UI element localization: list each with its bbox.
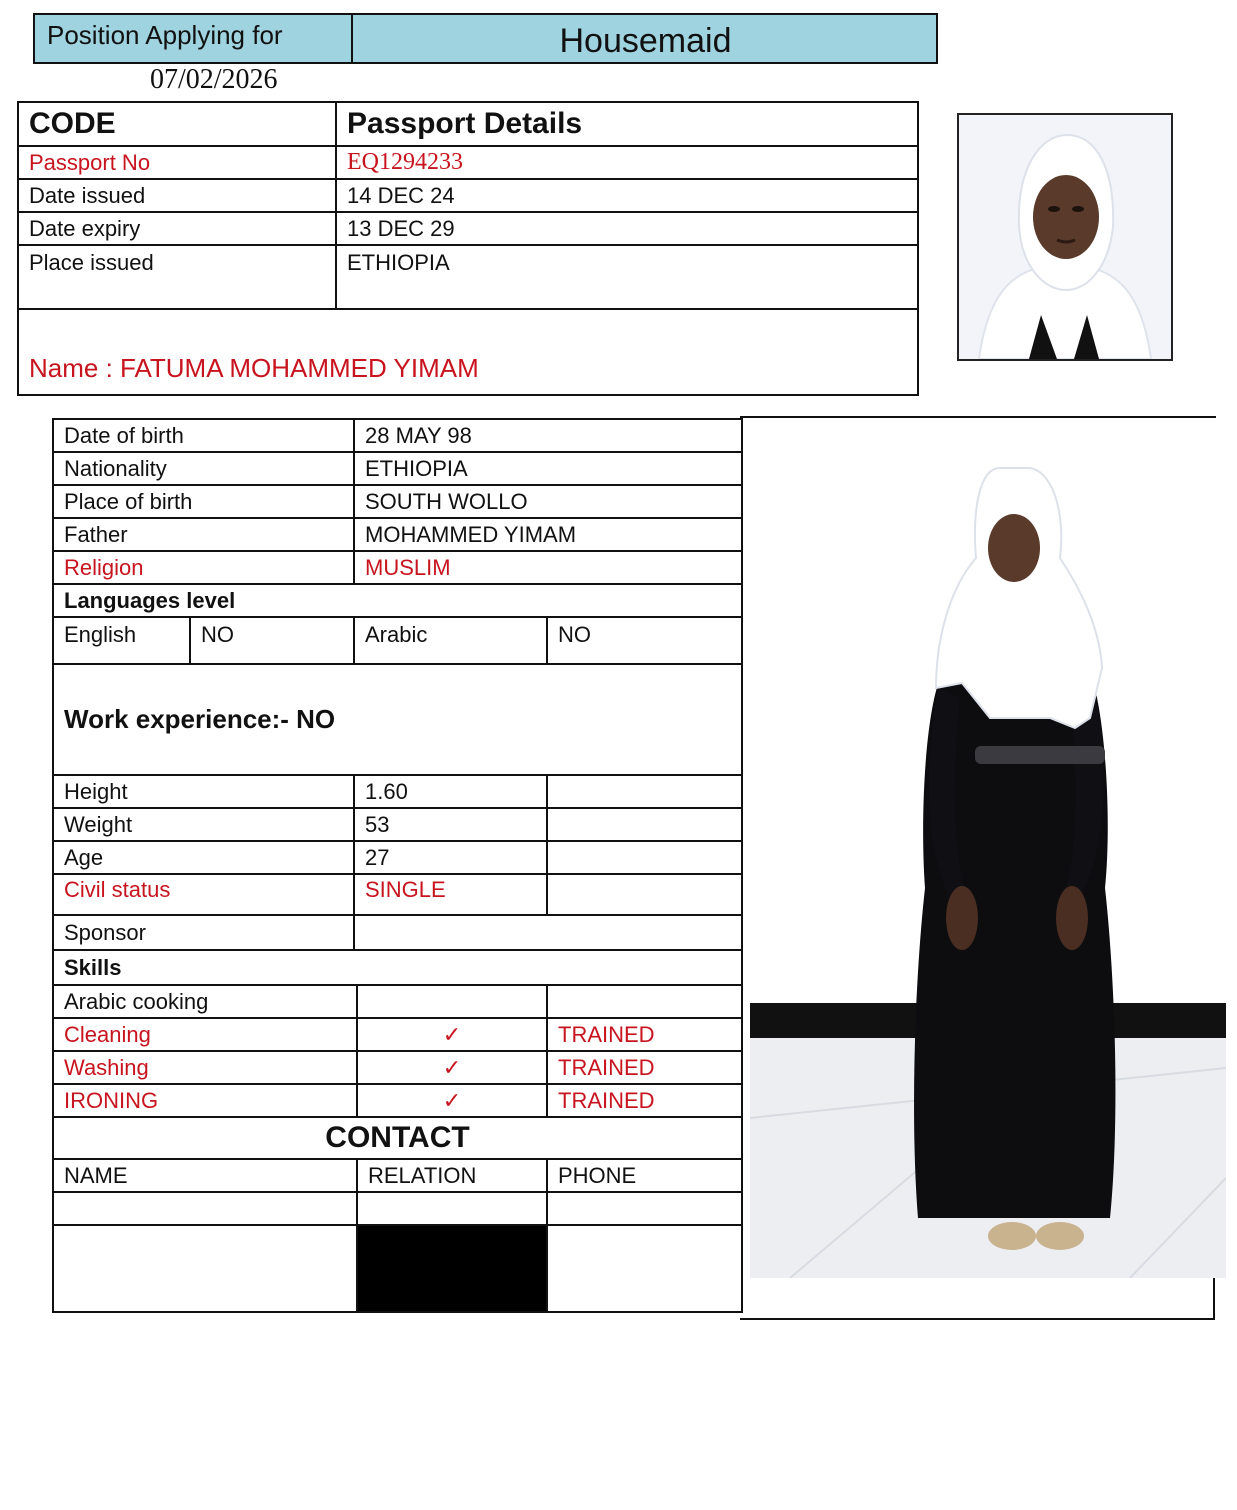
- contact-phone-cell: [547, 1225, 742, 1312]
- weight-value: 53: [354, 808, 547, 841]
- place-of-birth-value: SOUTH WOLLO: [354, 485, 742, 518]
- contact-title: CONTACT: [53, 1117, 742, 1159]
- personal-details-table: [52, 418, 743, 1313]
- skill-status: [547, 985, 742, 1018]
- skill-label: IRONING: [53, 1084, 357, 1117]
- age-label: Age: [53, 841, 354, 874]
- full-body-photo: [750, 418, 1226, 1278]
- empty-cell: [547, 808, 742, 841]
- date-issued-value: 14 DEC 24: [336, 179, 918, 212]
- date-expiry-value: 13 DEC 29: [336, 212, 918, 245]
- languages-title: Languages level: [53, 584, 742, 617]
- applicant-name: Name : FATUMA MOHAMMED YIMAM: [18, 309, 918, 395]
- place-issued-value: ETHIOPIA: [336, 245, 918, 309]
- arabic-label: Arabic: [354, 617, 547, 664]
- skills-title: Skills: [53, 950, 742, 985]
- frame-line: [1213, 1278, 1215, 1320]
- civil-status-value: SINGLE: [354, 874, 547, 915]
- empty-cell: [547, 874, 742, 915]
- skill-label: Cleaning: [53, 1018, 357, 1051]
- passport-no-value: EQ1294233: [336, 146, 918, 179]
- position-value: Housemaid: [559, 22, 732, 60]
- contact-name-cell: [53, 1192, 357, 1225]
- redacted-block: [357, 1225, 547, 1312]
- religion-label: Religion: [53, 551, 354, 584]
- contact-phone-cell: [547, 1192, 742, 1225]
- empty-cell: [547, 841, 742, 874]
- work-experience: Work experience:- NO: [53, 664, 742, 775]
- nationality-value: ETHIOPIA: [354, 452, 742, 485]
- passport-title: Passport Details: [336, 102, 918, 146]
- contact-header-relation: RELATION: [357, 1159, 547, 1192]
- father-value: MOHAMMED YIMAM: [354, 518, 742, 551]
- place-of-birth-label: Place of birth: [53, 485, 354, 518]
- skill-label: Washing: [53, 1051, 357, 1084]
- skill-status: TRAINED: [547, 1018, 742, 1051]
- frame-line: [740, 1318, 1215, 1320]
- contact-header-phone: PHONE: [547, 1159, 742, 1192]
- form-date: 07/02/2026: [150, 64, 278, 95]
- english-value: NO: [190, 617, 354, 664]
- contact-relation-cell: [357, 1192, 547, 1225]
- place-issued-label: Place issued: [18, 245, 336, 309]
- passport-no-label: Passport No: [18, 146, 336, 179]
- headshot-photo: [957, 113, 1173, 361]
- check-icon: ✓: [357, 1018, 547, 1051]
- date-issued-label: Date issued: [18, 179, 336, 212]
- height-value: 1.60: [354, 775, 547, 808]
- passport-table: [17, 101, 919, 396]
- sponsor-label: Sponsor: [53, 915, 354, 950]
- empty-cell: [547, 775, 742, 808]
- dob-label: Date of birth: [53, 419, 354, 452]
- father-label: Father: [53, 518, 354, 551]
- dob-value: 28 MAY 98: [354, 419, 742, 452]
- contact-header-name: NAME: [53, 1159, 357, 1192]
- arabic-value: NO: [547, 617, 742, 664]
- skill-label: Arabic cooking: [53, 985, 357, 1018]
- weight-label: Weight: [53, 808, 354, 841]
- contact-name-cell: [53, 1225, 357, 1312]
- skill-check: [357, 985, 547, 1018]
- english-label: English: [53, 617, 190, 664]
- position-label: Position Applying for: [35, 15, 353, 62]
- skill-status: TRAINED: [547, 1084, 742, 1117]
- religion-value: MUSLIM: [354, 551, 742, 584]
- civil-status-label: Civil status: [53, 874, 354, 915]
- skill-status: TRAINED: [547, 1051, 742, 1084]
- sponsor-value: [354, 915, 742, 950]
- height-label: Height: [53, 775, 354, 808]
- check-icon: ✓: [357, 1051, 547, 1084]
- code-label: CODE: [18, 102, 336, 146]
- check-icon: ✓: [357, 1084, 547, 1117]
- date-expiry-label: Date expiry: [18, 212, 336, 245]
- nationality-label: Nationality: [53, 452, 354, 485]
- age-value: 27: [354, 841, 547, 874]
